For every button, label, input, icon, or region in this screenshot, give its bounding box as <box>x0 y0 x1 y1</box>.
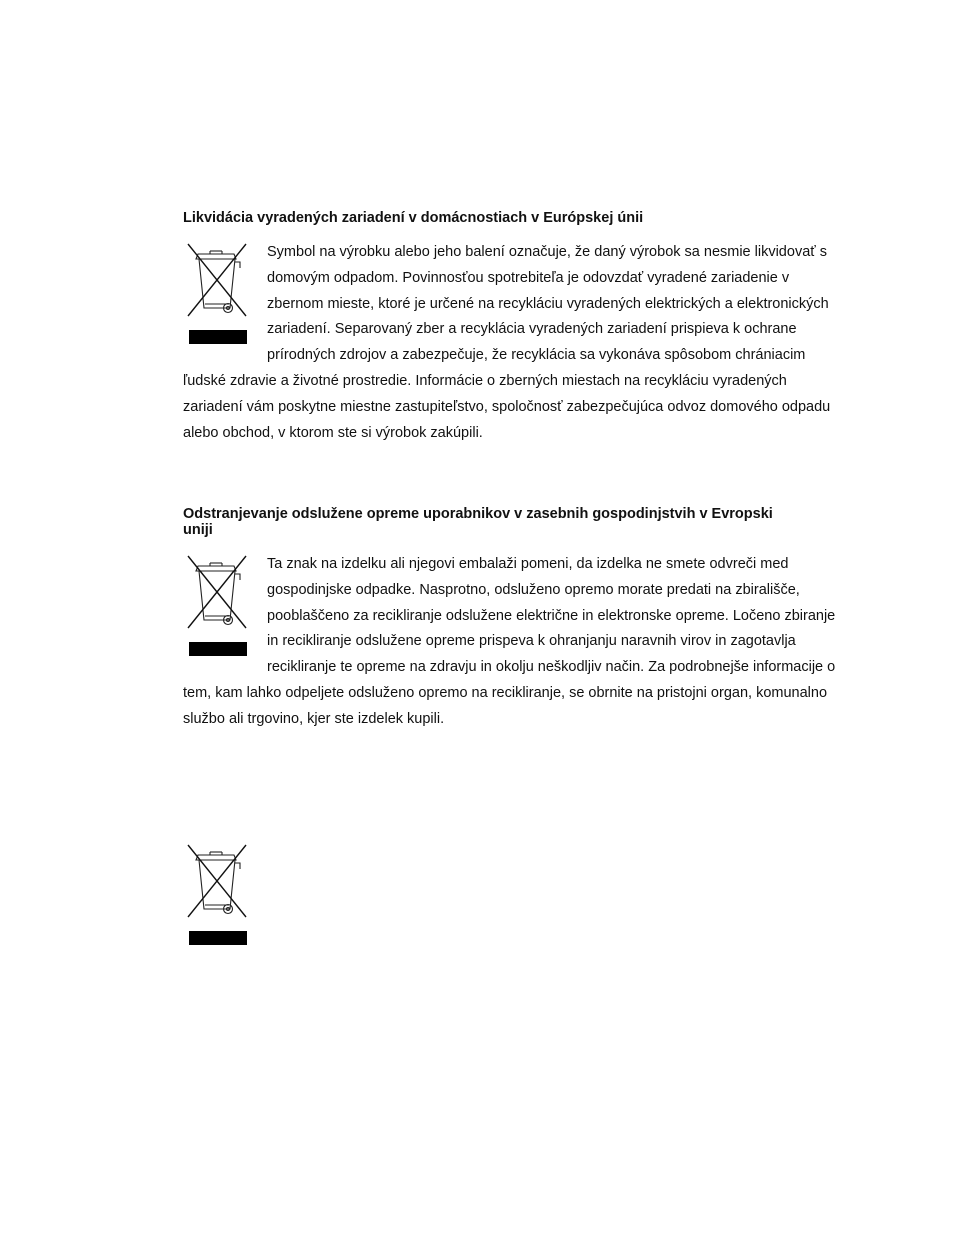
section-heading: Likvidácia vyradených zariadení v domácnostiach v Európskej únii <box>183 210 644 226</box>
crossed-out-wheelie-bin-icon <box>184 240 250 346</box>
section-body: Ta znak na izdelku ali njegovi embalaži pomeni, da izdelka ne smete odvreči med gospodinjske odpadke. Nasprotno, odsluženo opremo morate predati na zbirališče, pooblaščeno za recikliranje odslužene električne in elektronske opreme. Ločeno zbiranje in recikliranje odslužene opreme prispeva k ohranjanju naravnih virov in zagotavlja recikliranje te opreme na zdravju in okolju neškodljiv način. Za podrobnejše informacije o tem, kam lahko odpeljete odsluženo opremo na recikliranje, se obrnite na pristojni organ, komunalno službo ali trgovino, kjer ste izdelek kupili. <box>183 556 836 727</box>
section-slovenian <box>183 506 843 733</box>
section-slovak <box>183 210 843 446</box>
crossed-out-wheelie-bin-icon <box>184 841 250 947</box>
section-heading: Odstranjevanje odslužene opreme uporabnikov v zasebnih gospodinjstvih v Evropski uniji <box>183 506 773 538</box>
crossed-out-wheelie-bin-icon <box>184 552 250 658</box>
section-body: Symbol na výrobku alebo jeho balení označuje, že daný výrobok sa nesmie likvidovať s domovým odpadom. Povinnosťou spotrebiteľa je odovzdať vyradené zariadenie v zbernom mieste, ktoré je určené na recykláciu vyradených elektrických a elektronických zariadení. Separovaný zber a recyklácia vyradených zariadení prispieva k ochrane prírodných zdrojov a zabezpečuje, že recyklácia sa vykonáva spôsobom chrániacim ľudské zdravie a životné prostredie. Informácie o zberných miestach na recykláciu vyradených zariadení vám poskytne miestne zastupiteľstvo, spoločnosť zabezpečujúca odvoz domového odpadu alebo obchod, v ktorom ste si výrobok zakúpili. <box>183 244 831 441</box>
